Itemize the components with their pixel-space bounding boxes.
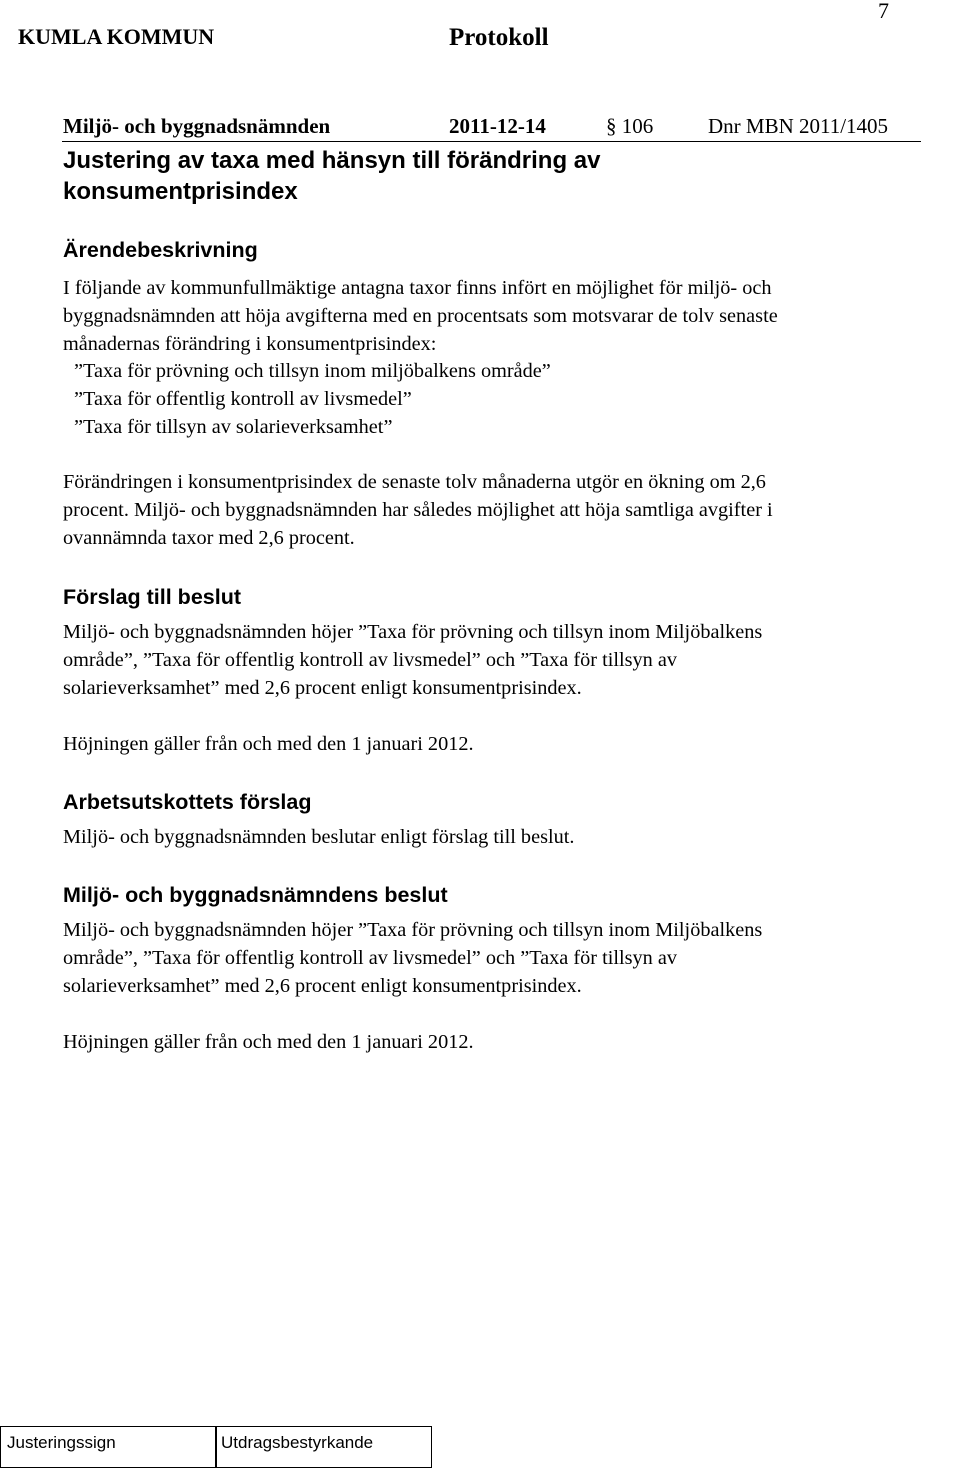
text-line: område”, ”Taxa för offentlig kontroll av livsmedel” och ”Taxa för tillsyn av (63, 648, 678, 671)
section-heading-arendebeskrivning: Ärendebeskrivning (63, 238, 258, 262)
section-heading-arbetsutskott: Arbetsutskottets förslag (63, 790, 312, 814)
organization-name: KUMLA KOMMUN (18, 24, 215, 49)
section-heading-forslag: Förslag till beslut (63, 585, 241, 609)
diary-number: Dnr MBN 2011/1405 (708, 114, 889, 138)
text-line: Miljö- och byggnadsnämnden höjer ”Taxa för prövning och tillsyn inom Miljöbalkens (63, 919, 763, 941)
utdragsbestyrkande-label: Utdragsbestyrkande (221, 1433, 374, 1452)
paragraph-number: § 106 (606, 114, 654, 138)
document-type: Protokoll (449, 24, 549, 51)
header-rule (62, 141, 921, 142)
text-line: procent. Miljö- och byggnadsnämnden har således möjlighet att höja samtliga avgifter i (63, 498, 773, 521)
text-line: I följande av kommunfullmäktige antagna taxor finns infört en möjlighet för miljö- och (63, 277, 772, 299)
arendebeskrivning-intro (63, 275, 778, 442)
justeringssign-label: Justeringssign (7, 1433, 116, 1452)
forslag-paragraph (63, 619, 762, 702)
title-line: Justering av taxa med hänsyn till förändring av (63, 147, 601, 174)
forslag-note: Höjningen gäller från och med den 1 januari 2012. (63, 733, 474, 755)
text-line: solarieverksamhet” med 2,6 procent enligt konsumentprisindex. (63, 974, 582, 997)
beslut-note: Höjningen gäller från och med den 1 januari 2012. (63, 1031, 474, 1053)
text-line: solarieverksamhet” med 2,6 procent enligt konsumentprisindex. (63, 676, 582, 699)
text-line: Miljö- och byggnadsnämnden höjer ”Taxa för prövning och tillsyn inom Miljöbalkens (63, 621, 763, 643)
text-line: byggnadsnämnden att höja avgifterna med en procentsats som motsvarar de tolv senaste (63, 304, 778, 327)
arendebeskrivning-paragraph (63, 469, 773, 552)
text-line: Förändringen i konsumentprisindex de senaste tolv månaderna utgör en ökning om 2,6 (63, 471, 766, 493)
document-title (63, 145, 600, 207)
text-line: område”, ”Taxa för offentlig kontroll av livsmedel” och ”Taxa för tillsyn av (63, 946, 678, 969)
page-number: 7 (878, 0, 889, 23)
meeting-date: 2011-12-14 (449, 114, 546, 138)
title-line: konsumentprisindex (63, 178, 298, 205)
beslut-paragraph (63, 917, 762, 1000)
section-heading-beslut: Miljö- och byggnadsnämndens beslut (63, 883, 448, 907)
taxa-list-item: ”Taxa för tillsyn av solarieverksamhet” (74, 415, 393, 438)
taxa-list-item: ”Taxa för prövning och tillsyn inom miljöbalkens område” (74, 360, 551, 383)
text-line: ovannämnda taxor med 2,6 procent. (63, 526, 355, 549)
committee-name: Miljö- och byggnadsnämnden (63, 114, 331, 138)
taxa-list-item: ”Taxa för offentlig kontroll av livsmedel” (74, 388, 412, 411)
arbetsutskott-text: Miljö- och byggnadsnämnden beslutar enligt förslag till beslut. (63, 826, 575, 848)
text-line: månadernas förändring i konsumentprisindex: (63, 332, 437, 355)
